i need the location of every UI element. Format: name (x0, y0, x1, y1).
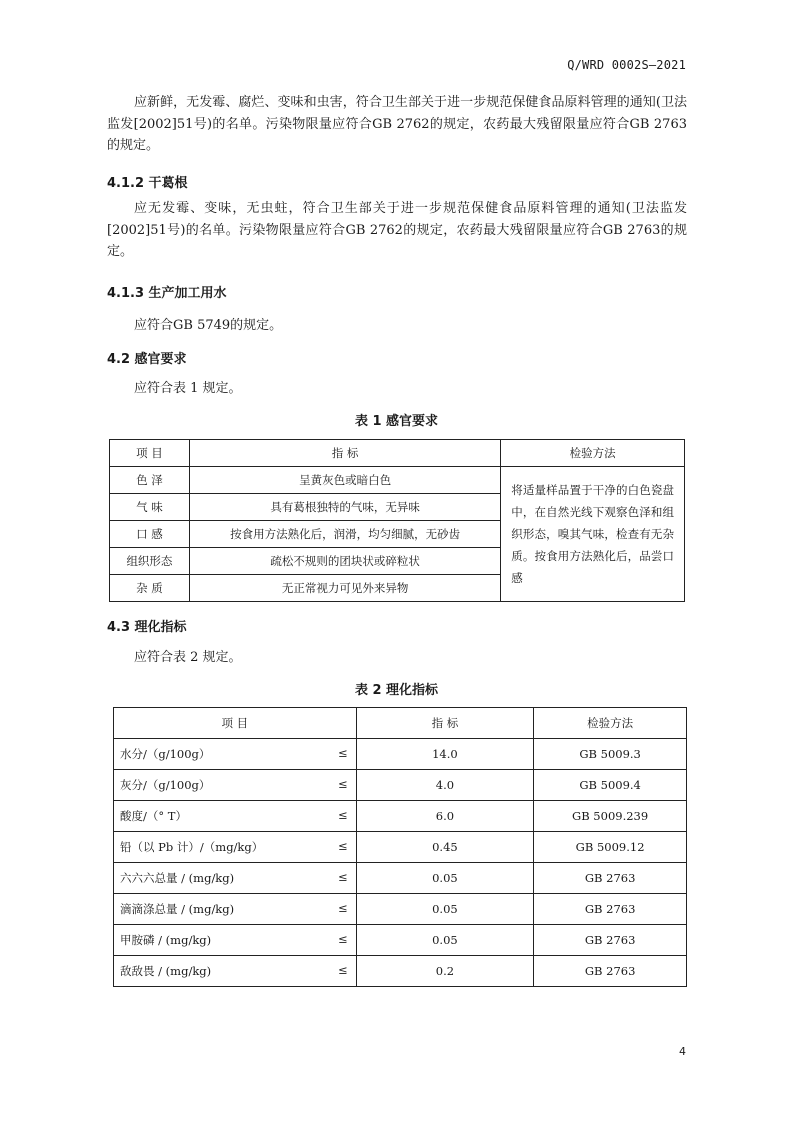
row-item-cell (114, 832, 357, 863)
header-item: 项 目 (114, 708, 357, 739)
row-method: GB 5009.239 (534, 801, 687, 832)
heading-4-2: 4.2 感官要求 (107, 352, 187, 367)
header-indicator: 指 标 (356, 708, 534, 739)
row-method: GB 5009.12 (534, 832, 687, 863)
row-method: GB 2763 (534, 925, 687, 956)
table-row (114, 832, 687, 863)
row-item: 灰分/（g/100g） (120, 778, 211, 792)
row-item: 组织形态 (110, 548, 190, 575)
table-row (114, 863, 687, 894)
row-item: 甲胺磷 / (mg/kg) (120, 933, 212, 947)
paragraph-4-3: 应符合表 2 规定。 (134, 650, 242, 665)
less-equal-sign: ≤ (337, 808, 348, 822)
physicochemical-indicators-table (113, 707, 687, 987)
row-item-cell (114, 863, 357, 894)
table1-caption: 表 1 感官要求 (354, 414, 439, 429)
paragraph-4-1-2: 应无发霉、变味，无虫蛀，符合卫生部关于进一步规范保健食品原料管理的通知(卫法监发[2002]51号)的名单。污染物限量应符合GB 2762的规定，农药最大残留限量应符合GB 2763的规定。 (107, 201, 687, 259)
table-row (114, 801, 687, 832)
row-value: 0.05 (356, 894, 534, 925)
row-item: 敌敌畏 / (mg/kg) (120, 964, 212, 978)
heading-4-1-2: 4.1.2 干葛根 (107, 176, 188, 191)
row-method: GB 2763 (534, 894, 687, 925)
row-item-cell (114, 894, 357, 925)
row-method: GB 5009.3 (534, 739, 687, 770)
row-item-cell (114, 739, 357, 770)
row-item: 六六六总量 / (mg/kg) (120, 871, 235, 885)
table-row (114, 739, 687, 770)
row-method: GB 2763 (534, 956, 687, 987)
row-indicator: 呈黄灰色或暗白色 (189, 467, 500, 494)
header-method: 检验方法 (501, 440, 685, 467)
row-item: 酸度/（° T） (120, 809, 187, 823)
table-row (114, 925, 687, 956)
row-item: 气 味 (110, 494, 190, 521)
table-header-row (110, 440, 685, 467)
paragraph-4-1-3: 应符合GB 5749的规定。 (134, 318, 283, 333)
row-value: 0.2 (356, 956, 534, 987)
row-item: 滴滴涤总量 / (mg/kg) (120, 902, 235, 916)
header-method: 检验方法 (534, 708, 687, 739)
page-number: 4 (679, 1045, 686, 1058)
row-method: GB 5009.4 (534, 770, 687, 801)
intro-paragraph: 应新鲜，无发霉、腐烂、变味和虫害，符合卫生部关于进一步规范保健食品原料管理的通知(卫法监发[2002]51号)的名单。污染物限量应符合GB 2762的规定，农药最大残留限量应符合GB 2763的规定。 (107, 95, 687, 153)
row-value: 0.05 (356, 925, 534, 956)
row-item: 水分/（g/100g） (120, 747, 211, 761)
header-item: 项 目 (110, 440, 190, 467)
table-row (114, 956, 687, 987)
paragraph-4-2: 应符合表 1 规定。 (134, 381, 242, 396)
row-item-cell (114, 925, 357, 956)
table-row (110, 467, 685, 494)
row-value: 0.45 (356, 832, 534, 863)
row-item-cell (114, 801, 357, 832)
table-row (114, 894, 687, 925)
heading-4-1-3: 4.1.3 生产加工用水 (107, 286, 227, 301)
heading-4-3: 4.3 理化指标 (107, 620, 187, 635)
row-item: 色 泽 (110, 467, 190, 494)
row-indicator: 无正常视力可见外来异物 (189, 575, 500, 602)
row-method: GB 2763 (534, 863, 687, 894)
row-item: 口 感 (110, 521, 190, 548)
document-code: Q/WRD 0002S—2021 (567, 58, 686, 72)
row-value: 6.0 (356, 801, 534, 832)
table2-caption: 表 2 理化指标 (354, 683, 439, 698)
sensory-requirements-table (109, 439, 685, 602)
less-equal-sign: ≤ (337, 746, 348, 760)
less-equal-sign: ≤ (337, 963, 348, 977)
less-equal-sign: ≤ (337, 932, 348, 946)
table-row (114, 770, 687, 801)
row-item-cell (114, 956, 357, 987)
row-value: 0.05 (356, 863, 534, 894)
less-equal-sign: ≤ (337, 839, 348, 853)
inspection-method: 将适量样品置于干净的白色瓷盘中，在自然光线下观察色泽和组织形态，嗅其气味，检查有无杂质。按食用方法熟化后，品尝口感 (501, 467, 685, 602)
row-item-cell (114, 770, 357, 801)
less-equal-sign: ≤ (337, 870, 348, 884)
row-item: 铅（以 Pb 计）/（mg/kg） (120, 840, 264, 854)
row-indicator: 具有葛根独特的气味，无异味 (189, 494, 500, 521)
row-item: 杂 质 (110, 575, 190, 602)
row-value: 14.0 (356, 739, 534, 770)
less-equal-sign: ≤ (337, 777, 348, 791)
row-indicator: 按食用方法熟化后，润滑，均匀细腻，无砂齿 (189, 521, 500, 548)
less-equal-sign: ≤ (337, 901, 348, 915)
row-indicator: 疏松不规则的团块状或碎粒状 (189, 548, 500, 575)
row-value: 4.0 (356, 770, 534, 801)
table-header-row (114, 708, 687, 739)
header-indicator: 指 标 (189, 440, 500, 467)
